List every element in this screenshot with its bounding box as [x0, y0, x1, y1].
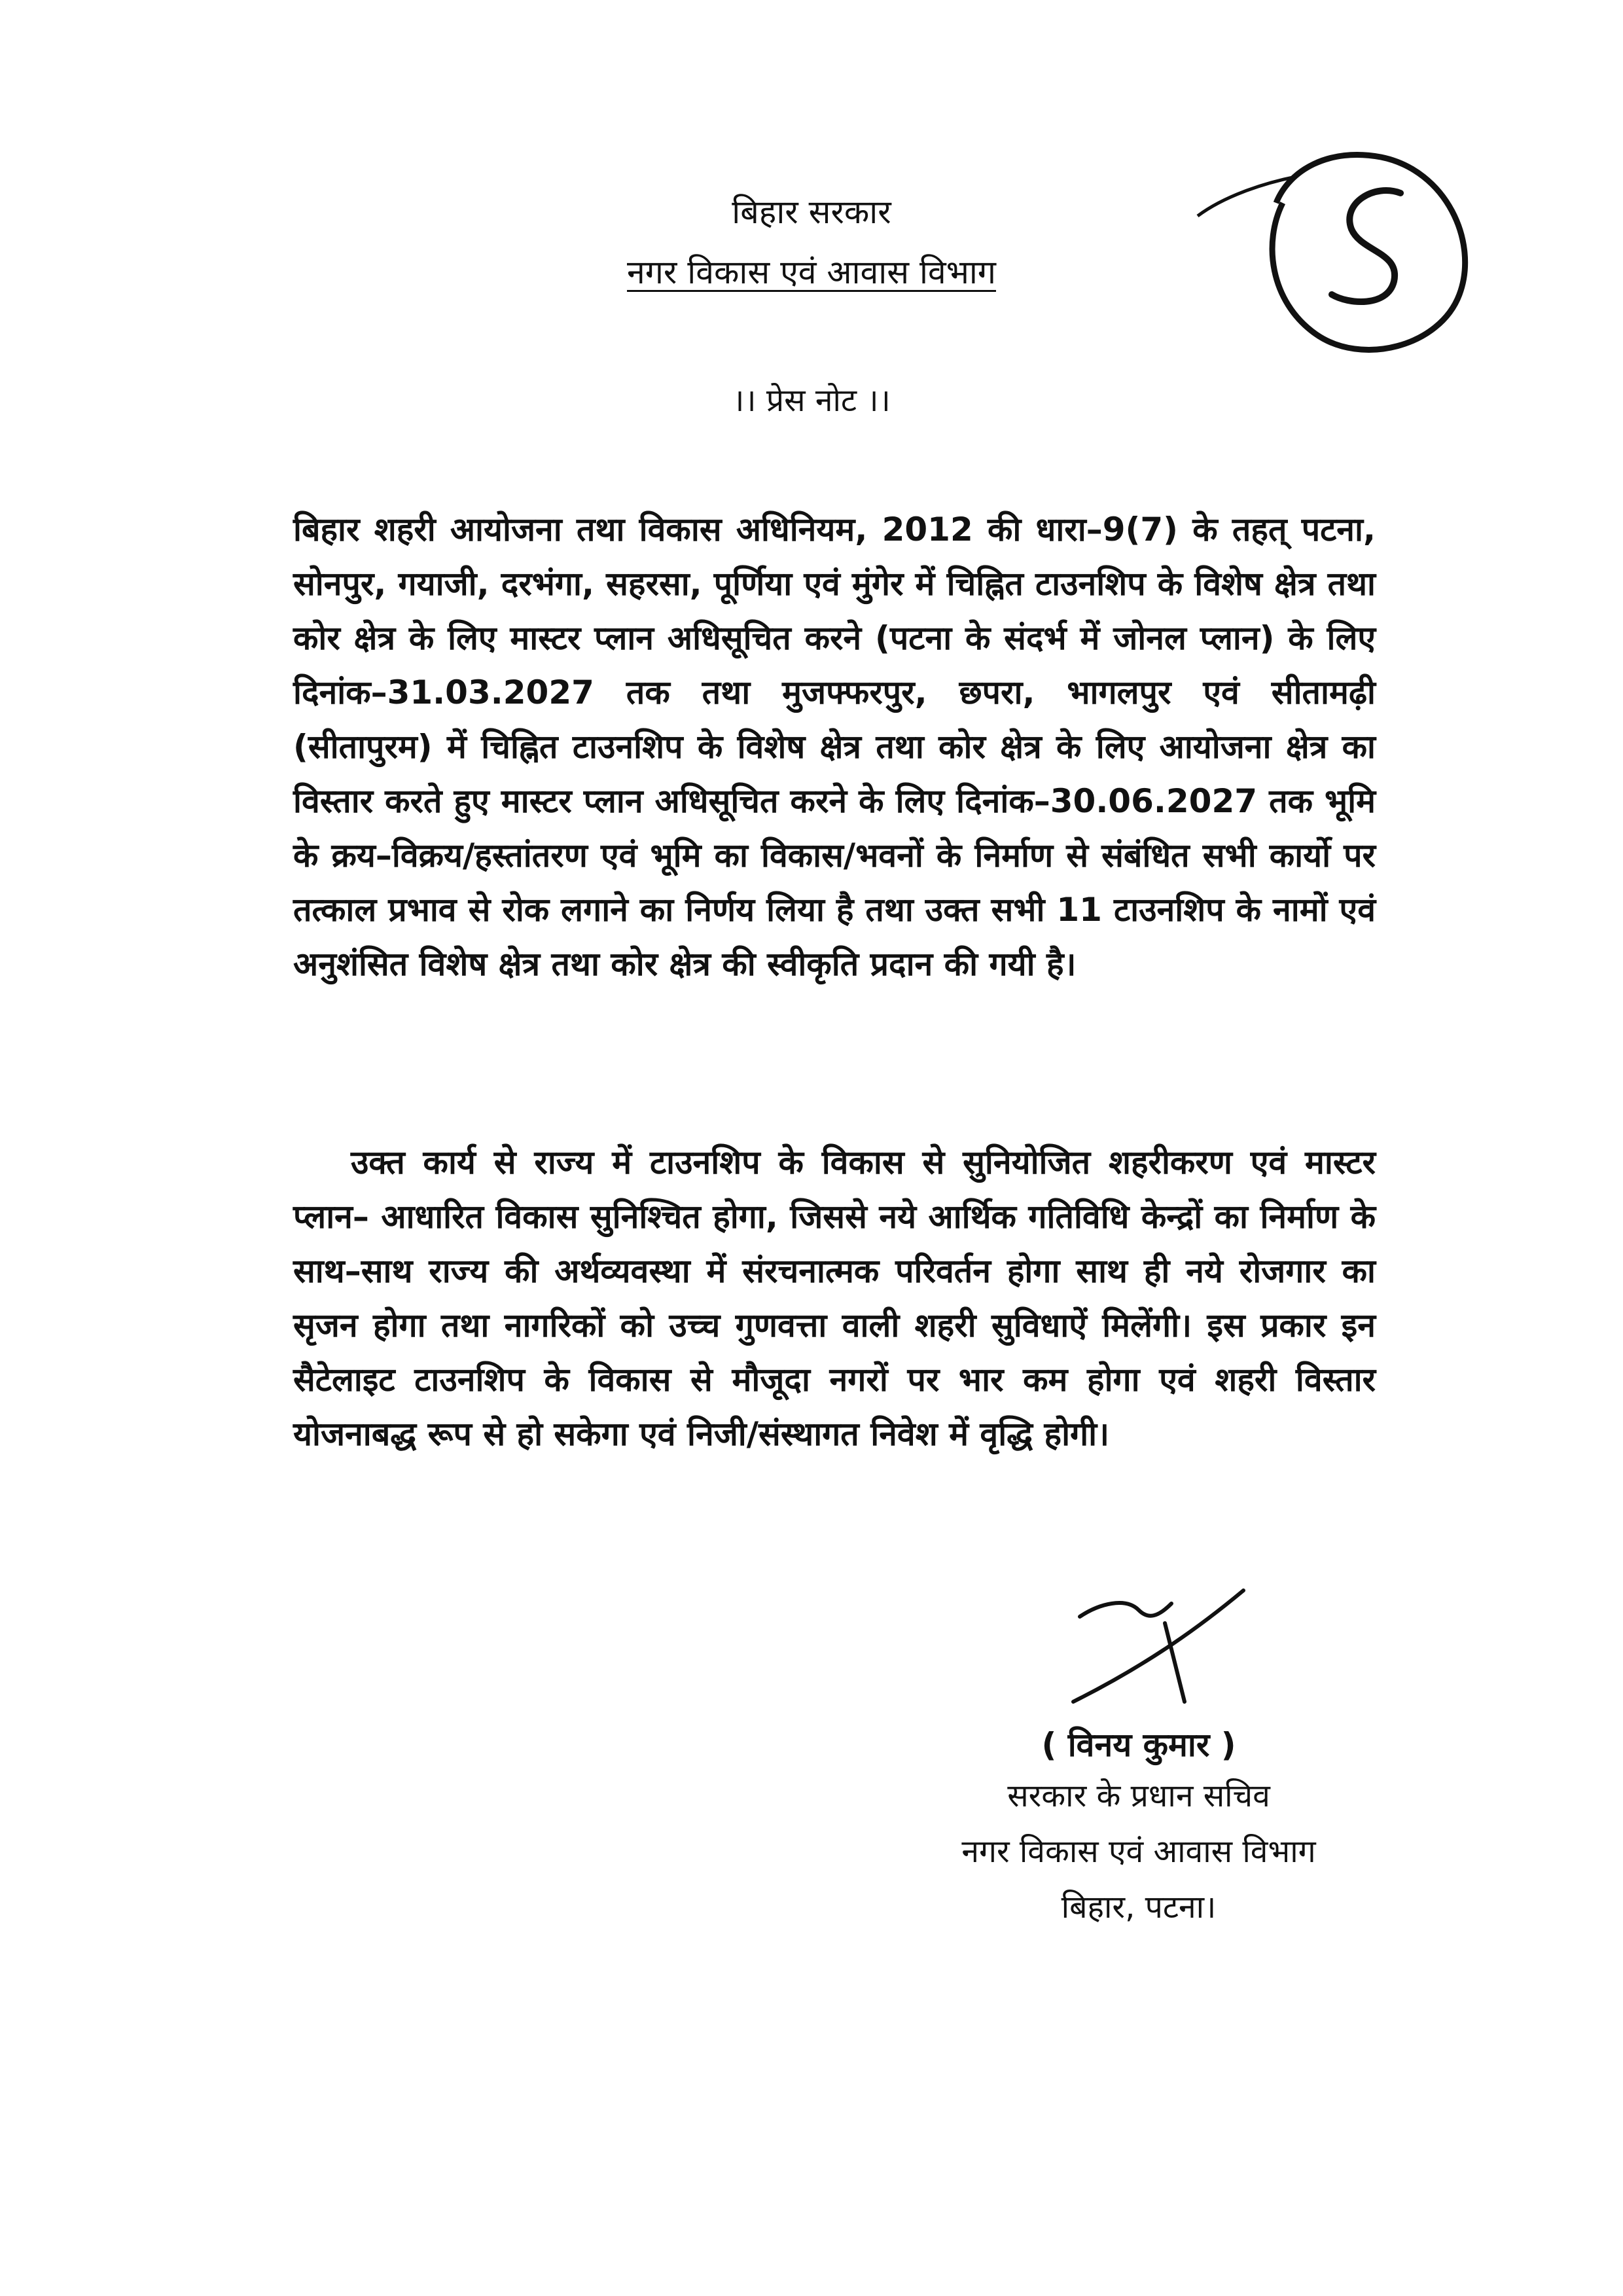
- department-heading-text: नगर विकास एवं आवास विभाग: [627, 253, 996, 291]
- body-paragraph-1: बिहार शहरी आयोजना तथा विकास अधिनियम, 2012 की धारा–9(7) के तहत् पटना, सोनपुर, गयाजी, दरभंगा, सहरसा, पूर्णिया एवं मुंगेर में चिह्नित टाउनशिप के विशेष क्षेत्र तथा कोर क्षेत्र के लिए मास्टर प्लान अधिसूचित करने (पटना के संदर्भ में जोनल प्लान) के लिए दिनांक–31.03.2027 तक तथा मुजफ्फरपुर, छपरा, भागलपुर एवं सीतामढ़ी (सीतापुरम) में चिह्नित टाउनशिप के विशेष क्षेत्र तथा कोर क्षेत्र के लिए आयोजना क्षेत्र का विस्तार करते हुए मास्टर प्लान अधिसूचित करने के लिए दिनांक–30.06.2027 तक भूमि के क्रय–विक्रय/हस्तांतरण एवं भूमि का विकास/भवनों के निर्माण से संबंधित सभी कार्यो पर तत्काल प्रभाव से रोक लगाने का निर्णय लिया है तथा उक्त सभी 11 टाउनशिप के नामों एवं अनुशंसित विशेष क्षेत्र तथा कोर क्षेत्र की स्वीकृति प्रदान की गयी है।: [293, 511, 1376, 983]
- handwritten-page-number-stamp: [1185, 131, 1479, 367]
- stamp-digit-glyph: [1332, 190, 1400, 302]
- government-heading: बिहार सरकार: [732, 193, 891, 231]
- signature-mark: [1060, 1577, 1270, 1708]
- signatory-name: ( विनय कुमार ): [1041, 1726, 1236, 1764]
- body-paragraph-2: उक्त कार्य से राज्य में टाउनशिप के विकास से सुनियोजित शहरीकरण एवं मास्टर प्लान– आधारित विकास सुनिश्चित होगा, जिससे नये आर्थिक गतिविधि केन्द्रों का निर्माण के साथ–साथ राज्य की अर्थव्यवस्था में संरचनात्मक परिवर्तन होगा साथ ही नये रोजगार का सृजन होगा तथा नागरिकों को उच्च गुणवत्ता वाली शहरी सुविधाऐं मिलेंगी। इस प्रकार इन सैटेलाइट टाउनशिप के विकास से मौजूदा नगरों पर भार कम होगा एवं शहरी विस्तार योजनाबद्ध रूप से हो सकेगा एवं निजी/संस्थागत निवेश में वृद्धि होगी।: [293, 1143, 1376, 1453]
- signatory-place: बिहार, पटना।: [1061, 1889, 1217, 1926]
- press-note-title: ।। प्रेस नोट ।।: [732, 382, 891, 419]
- signatory-designation: सरकार के प्रधान सचिव: [1007, 1778, 1270, 1814]
- signatory-department: नगर विकास एवं आवास विभाग: [961, 1833, 1316, 1870]
